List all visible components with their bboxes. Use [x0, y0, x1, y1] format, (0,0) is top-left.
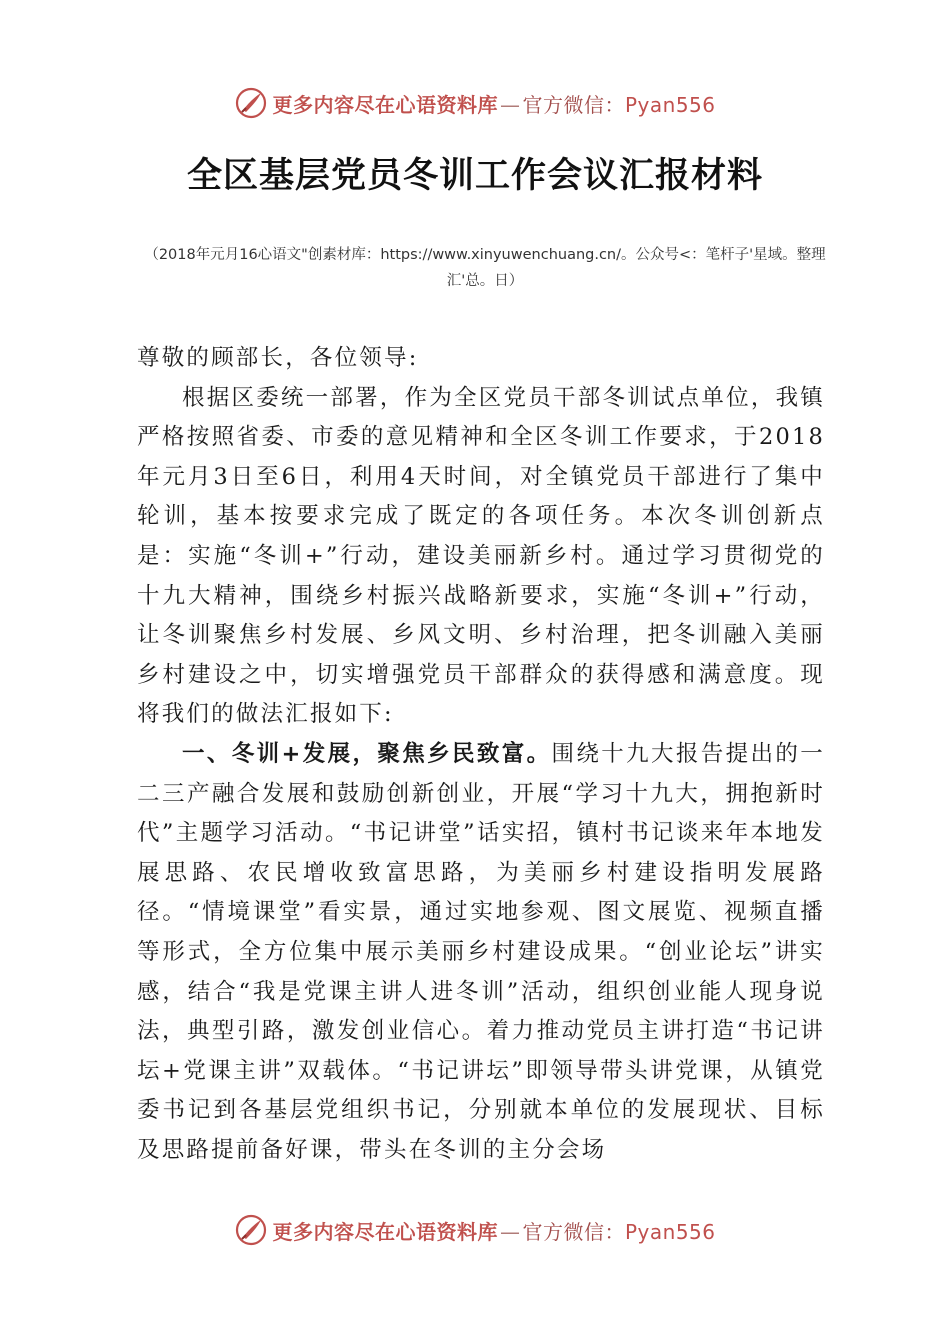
banner-wechat-label: 官方微信： [522, 92, 625, 117]
brush-logo-icon [234, 86, 268, 120]
banner-wechat-id: Pyan556 [624, 92, 716, 117]
banner-dash: — [499, 92, 521, 117]
source-note: （2018年元月16心语文"创素材库：https://www.xinyuwenchuang.cn/。公众号<：笔杆子'星域。整理汇'总。日） [144, 247, 826, 289]
section-1-heading: 一、冬训+发展，聚焦乡民致富。 [182, 740, 552, 767]
footer-banner [0, 1210, 950, 1250]
section-1-paragraph [137, 735, 825, 1171]
document-body [137, 339, 825, 1170]
document-title: 全区基层党员冬训工作会议汇报材料 [186, 156, 763, 196]
banner-wechat-id: Pyan556 [624, 1219, 716, 1244]
header-banner [0, 83, 950, 123]
salutation: 尊敬的顾部长，各位领导: [137, 345, 419, 371]
banner-text [272, 1216, 715, 1245]
section-1-text: 围绕十九大报告提出的一二三产融合发展和鼓励创新创业，开展“学习十九大，拥抱新时代”主题学习活动。“书记讲堂”话实招，镇村书记谈来年本地发展思路、农民增收致富思路，为美丽乡村建设指明发展路径。“情境课堂”看实景，通过实地参观、图文展览、视频直播等形式，全方位集中展示美丽乡村建设成果。“创业论坛”讲实感，结合“我是党课主讲人进冬训”活动，组织创业能人现身说法，典型引路，激发创业信心。着力推动党员主讲打造“书记讲坛+党课主讲”双载体。“书记讲坛”即领导带头讲党课，从镇党委书记到各基层党组织书记，分别就本单位的发展现状、目标及思路提前备好课，带头在冬训的主分会场 [137, 740, 825, 1163]
banner-wechat-label: 官方微信： [522, 1219, 625, 1244]
brush-logo-icon [234, 1213, 268, 1247]
banner-text [272, 89, 715, 118]
intro-paragraph: 根据区委统一部署，作为全区党员干部冬训试点单位，我镇严格按照省委、市委的意见精神和全区冬训工作要求，于2018年元月3日至6日，利用4天时间，对全镇党员干部进行了集中轮训，基本按要求完成了既定的各项任务。本次冬训创新点是：实施“冬训+”行动，建设美丽新乡村。通过学习贯彻党的十九大精神，围绕乡村振兴战略新要求，实施“冬训+”行动，让冬训聚焦乡村发展、乡风文明、乡村治理，把冬训融入美丽乡村建设之中，切实增强党员干部群众的获得感和满意度。现将我们的做法汇报如下: [137, 384, 825, 728]
banner-brand: 更多内容尽在心语资料库 [272, 1219, 498, 1244]
banner-dash: — [499, 1219, 521, 1244]
banner-brand: 更多内容尽在心语资料库 [272, 92, 498, 117]
